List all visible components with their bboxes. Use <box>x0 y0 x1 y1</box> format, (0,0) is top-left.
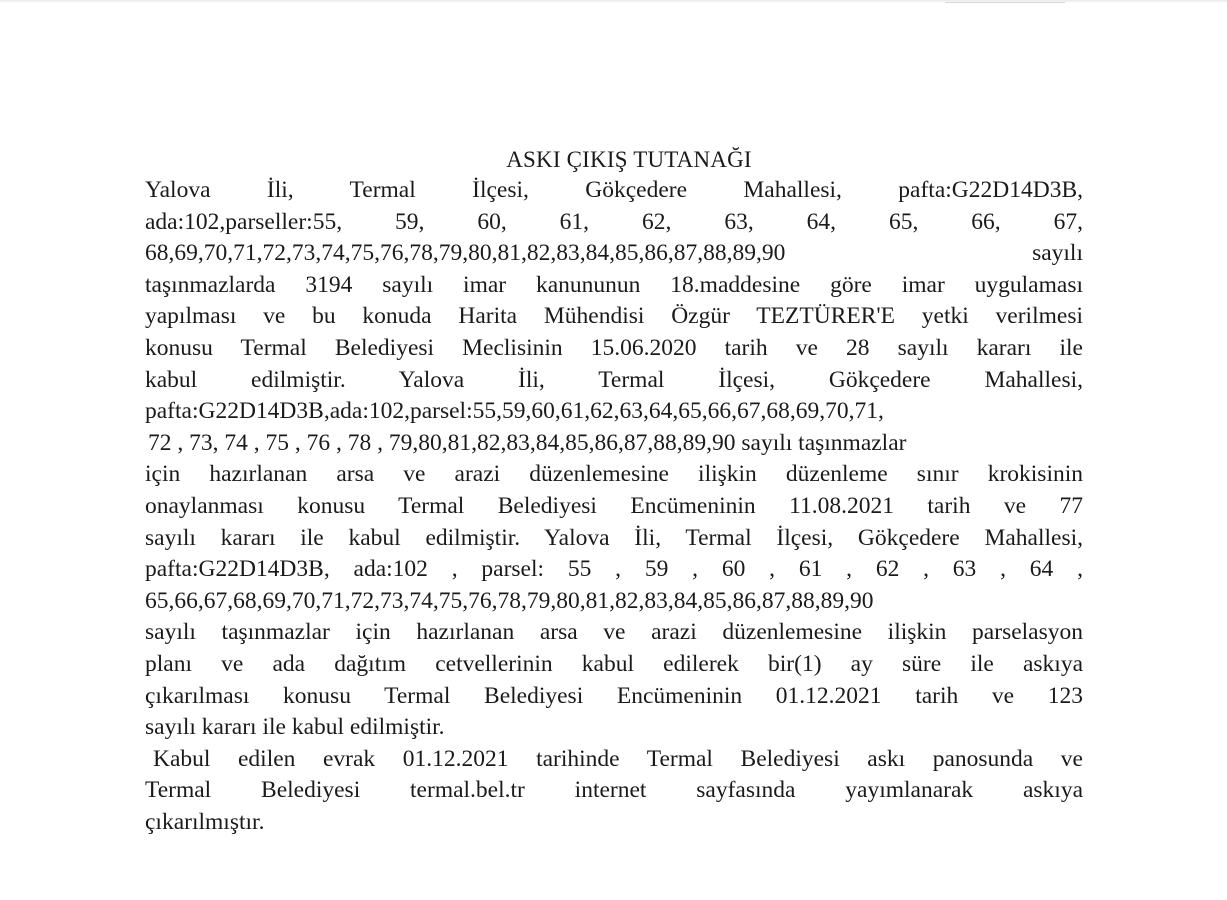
document-title: ASKI ÇIKIŞ TUTANAĞI <box>506 147 752 172</box>
body-line: taşınmazlarda 3194 sayılı imar kanununun 18.maddesine göre imar uygulaması <box>145 271 1083 298</box>
body-line: Yalova İli, Termal İlçesi, Gökçedere Mahallesi, pafta:G22D14D3B, <box>145 177 1083 203</box>
body-line: pafta:G22D14D3B,ada:102,parsel:55,59,60,61,62,63,64,65,66,67,68,69,70,71, <box>145 398 884 425</box>
body-line: ada:102,parseller:55, 59, 60, 61, 62, 63, 64, 65, 66, 67, <box>145 208 1083 235</box>
body-line: yapılması ve bu konuda Harita Mühendisi Özgür TEZTÜRER'E yetki verilmesi <box>145 303 1083 330</box>
closing-line: Kabul edilen evrak 01.12.2021 tarihinde Termal Belediyesi askı panosunda ve <box>153 745 1083 772</box>
body-line: pafta:G22D14D3B, ada:102 , parsel: 55 , 59 , 60 , 61 , 62 , 63 , 64 , <box>145 556 1083 583</box>
document-page <box>145 144 1083 838</box>
body-line: konusu Termal Belediyesi Meclisinin 15.06.2020 tarih ve 28 sayılı kararı ile <box>145 334 1083 361</box>
scan-artifact-line <box>945 2 1065 3</box>
body-line: kabul edilmiştir. Yalova İli, Termal İlçesi, Gökçedere Mahallesi, <box>145 366 1083 393</box>
body-line: sayılı taşınmazlar için hazırlanan arsa ve arazi düzenlemesine ilişkin parselasyon <box>145 619 1083 646</box>
body-line: için hazırlanan arsa ve arazi düzenlemesine ilişkin düzenleme sınır krokisinin <box>145 461 1083 488</box>
body-line: onaylanması konusu Termal Belediyesi Encümeninin 11.08.2021 tarih ve 77 <box>145 492 1083 519</box>
body-line: 72 , 73, 74 , 75 , 76 , 78 , 79,80,81,82,83,84,85,86,87,88,89,90 sayılı taşınmazlar <box>148 429 907 456</box>
body-line: sayılı kararı ile kabul edilmiştir. <box>145 714 445 741</box>
body-line: çıkarılması konusu Termal Belediyesi Encümeninin 01.12.2021 tarih ve 123 <box>145 682 1083 709</box>
closing-paragraph <box>145 744 1083 839</box>
body-line: sayılı kararı ile kabul edilmiştir. Yalova İli, Termal İlçesi, Gökçedere Mahallesi, <box>145 524 1083 551</box>
body-line: 65,66,67,68,69,70,71,72,73,74,75,76,78,79,80,81,82,83,84,85,86,87,88,89,90 <box>145 587 874 614</box>
body-line: 68,69,70,71,72,73,74,75,76,78,79,80,81,82,83,84,85,86,87,88,89,90 sayılı <box>145 240 1083 267</box>
document-body <box>145 175 1083 744</box>
closing-line: çıkarılmıştır. <box>145 808 265 835</box>
body-line: planı ve ada dağıtım cetvellerinin kabul edilerek bir(1) ay süre ile askıya <box>145 650 1083 677</box>
closing-line: Termal Belediyesi termal.bel.tr internet sayfasında yayımlanarak askıya <box>145 777 1083 804</box>
